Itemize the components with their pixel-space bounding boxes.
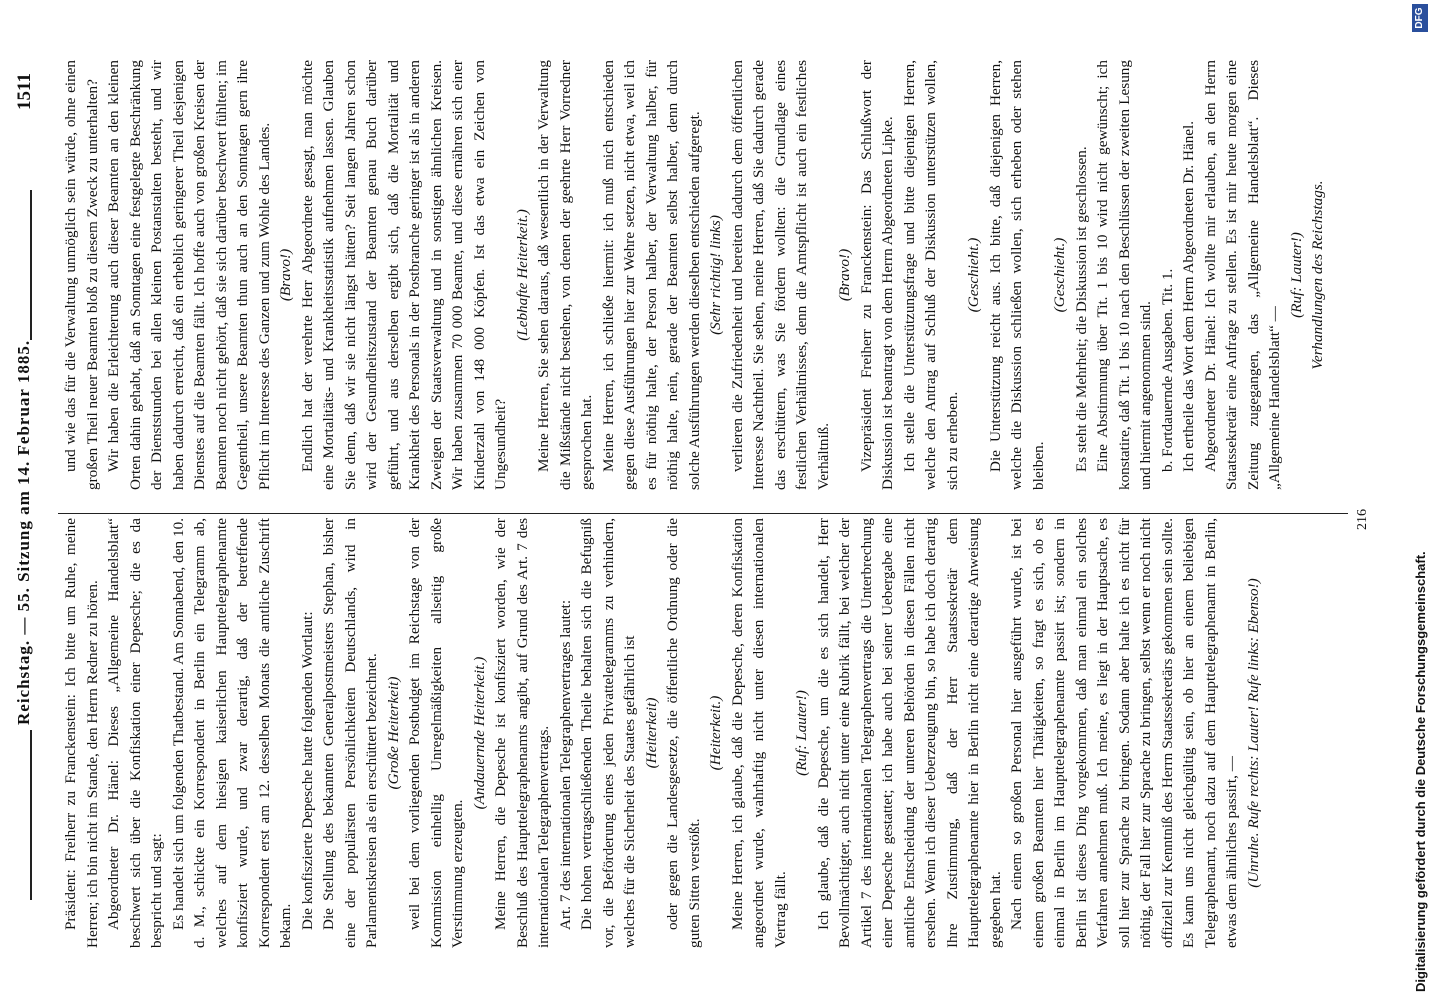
paragraph: Ich glaube, daß die Depesche, um die es sich handelt, Herr Bevollmächtigter, auch nicht unter eine Rubrik fällt, bei welcher der Artikel 7 des internationalen Telegraphenvertrags die Unterbrechung einer Depesche gestattet; ich habe auch bei seiner Uebergabe eine amtliche Entscheidung der unteren Behörden in diesen Fällen nicht ersehen. Wenn ich dieser Ueberzeugung bin, so habe ich doch derartig Ihre Zustimmung, daß der Herr Staatssekretär dem Haupttelegraphenamte hier in Berlin nicht eine derartige Anweisung gegeben hat. <box>814 518 1004 948</box>
paragraph: Nach einem so großen Personal hier ausgeführt wurde, ist bei einem großen Beamten hier Thätigkeiten, so fragt es sich, ob es einmal in Berlin im Haupttelegraphenamte passirt ist; sondern in Berlin ist dieses Ding vorgekommen, daß man einmal ein solches Verfahren annehmen muß. Ich meine, es liegt in der Hauptsache, es soll hier zur Sprache zu bringen. Sodann aber halte ich es nicht für nöthig, der Fall hier zur Sprache zu bringen, selbst wenn er noch nicht offiziell zur Kenntniß des Herrn Staatssekretärs gekommen sein sollte. Es kann uns nicht gleichgültig sein, ob hier an einem beliebigen Telegraphenamt, noch dazu auf dem Haupttelegraphenamt in Berlin, etwas dem ähnliches passirt, — <box>1008 518 1240 948</box>
page-signature-mark: 216 <box>1355 509 1370 530</box>
dfg-logo: DFG <box>1412 4 1428 32</box>
interjection: (Ruf: Lauter!) <box>793 690 810 776</box>
digitization-credit <box>1410 0 1432 1000</box>
right-text-column <box>60 60 1340 490</box>
paragraph: Meine Herren, ich schließe hiermit: ich muß mich entschieden gegen diese Ausführungen hier zur Wehre setzen, nicht etwa, weil ich es für nöthig halte, der Person halber, der Verwaltung halber, für nöthig halte, nein, gerade der Beamten selbst halber, denn durch solche Ausführungen werden dieselben entschieden aufgeregt. <box>599 60 703 490</box>
left-text-column <box>60 518 1340 948</box>
paragraph: Endlich hat der verehrte Herr Abgeordnete gesagt, man möchte eine Mortalitäts- und Krankheitsstatistik aufnehmen lassen. Glauben Sie denn, daß wir sie nicht längst hätten? Seit langen Jahren schon wird der Gesundheitszustand der Beamten genau Buch darüber geführt, und aus derselben ergibt sich, daß die Mortalität und Krankheit des Personals in der Postbranche geringer ist als in anderen Zweigen der Staatsverwaltung und in sonstigen ähnlichen Kreisen. Wir haben zusammen 70 000 Beamte, und diese ernähren sich einer Kinderzahl von 148 000 Köpfen. Ist das etwa ein Zeichen von Ungesundheit? <box>298 60 509 490</box>
paragraph: Abgeordneter Dr. Hänel: Ich wollte mir erlauben, an den Herrn Staatssekretär eine Anfrage zu stellen. Es ist mir heute morgen eine Zeitung zugegangen, das „Allgemeine Handelsblatt“. Dieses „Allgemeine Handelsblatt“ — <box>1201 60 1283 490</box>
interjection: (Lebhafte Heiterkeit.) <box>513 209 531 341</box>
paragraph: Ich ertheile das Wort dem Herrn Abgeordneten Dr. Hänel. <box>1180 120 1197 472</box>
paragraph: verlieren die Zufriedenheit und bereiten dadurch dem öffentlichen Interesse Nachtheil. Sie sehen, meine Herren, daß Sie dadurch gerade das erschüttern, was Sie fördern wollten: die Grundlage eines festlichen Verhältnisses, denn die Amtspflicht ist auch ein festliches Verhältniß. <box>728 60 832 490</box>
column-divider <box>58 513 1348 514</box>
header-page-number: 1511 <box>14 73 35 110</box>
header-title: Reichstag. — 55. Sitzung am 14. Februar 1885. <box>14 339 33 725</box>
paragraph: weil bei dem vorliegenden Postbudget im Reichstage von der Kommission einhellig Unregelmäßigkeiten allseitig große Verstimmung erzeugten. <box>406 518 466 948</box>
paragraph: oder gegen die Landesgesetze, die öffentliche Ordnung oder die guten Sitten verstößt. <box>664 518 703 948</box>
interjection: (Unruhe. Rufe rechts: Lauter! Rufe links: Ebenso!) <box>1244 578 1262 888</box>
interjection: (Geschieht.) <box>965 237 982 313</box>
interjection: (Bravo!) <box>836 248 853 302</box>
paragraph: und wie das für die Verwaltung unmöglich sein würde, ohne einen großen Theil neuer Beamten bloß zu diesem Zweck zu unterhalten? <box>62 60 101 490</box>
interjection: (Bravo!) <box>277 248 294 302</box>
interjection: (Geschieht.) <box>1051 237 1068 313</box>
paragraph: Es steht die Mehrheit; die Diskussion ist geschlossen. <box>1072 146 1090 472</box>
paragraph: Wir haben die Erleichterung auch dieser Beamten an den kleinen Orten dahin gehabt, daß an Sonntagen eine festgelegte Beschränkung der Dienststunden bei allen kleinen Postanstalten besteht, und wir haben dadurch erreicht, daß ein erheblich geringerer Theil desjenigen Dienstes auf die Beamten fällt. Ich hoffe auch von großen Kreisen der Beamten noch nicht gehört, daß sie sich darüber beschwert fühlten; im Gegentheil, unsere Beamten thun auch an den Sonntagen gern ihre Pflicht im Interesse des Ganzen und zum Wohle des Landes. <box>105 60 273 490</box>
header-rule-right <box>30 190 32 340</box>
interjection: (Heiterkeit.) <box>707 695 724 771</box>
paragraph: Vizepräsident Freiherr zu Franckenstein: Das Schlußwort der Diskussion ist beantragt von dem Herrn Abgeordneten Lipke. <box>857 60 896 490</box>
interjection: (Große Heiterkeit) <box>384 676 402 790</box>
paragraph: Es handelt sich um folgenden Thatbestand. Am Sonnabend, den 10. d. M., schickte ein Korrespondent in Berlin ein Telegramm ab, welches auf dem hiesigen kaiserlichen Haupttelegraphenamte konfisziert wurde, und zwar derartig, daß der betreffende Korrespondent erst am 12. desselben Monats die amtliche Zuschrift bekam. <box>169 518 294 948</box>
paragraph: Eine Abstimmung über Tit. 1 bis 10 wird nicht gewünscht; ich konstatire, daß Tit. 1 bis 10 nach den Beschlüssen der zweiten Lesung und hiermit angenommen sind. <box>1094 60 1154 490</box>
paragraph: Ich stelle die Unterstützungsfrage und bitte diejenigen Herren, welche den Antrag auf Schluß der Diskussion unterstützen wollen, sich zu erheben. <box>900 60 961 490</box>
paragraph: Meine Herren, ich glaube, daß die Depesche, deren Konfiskation angeordnet wurde, wahrhaftig nicht unter diesen internationalen Vertrag fällt. <box>728 518 789 948</box>
interjection: (Ruf: Lauter!) <box>1287 232 1305 318</box>
interjection: Verhandlungen des Reichstags. <box>1309 180 1326 370</box>
paragraph: Art. 7 des internationalen Telegraphenvertrages lautet: <box>556 599 574 930</box>
page-header <box>8 60 48 940</box>
interjection: (Andauernde Heiterkeit.) <box>470 656 488 810</box>
paragraph: Die Unterstützung reicht aus. Ich bitte, daß diejenigen Herren, welche die Diskussion schließen wollen, sich erheben oder stehen bleiben. <box>986 60 1047 490</box>
paragraph: Die konfiszierte Depesche hatte folgenden Wortlaut: <box>298 611 316 930</box>
paragraph: Meine Herren, die Depesche ist konfisziert worden, wie der Beschluß des Haupttelegraphenamts angibt, auf Grund des Art. 7 des internationalen Telegraphenvertrags. <box>492 518 552 948</box>
paragraph: Präsident: Freiherr zu Franckenstein: Ich bitte um Ruhe, meine Herren; ich bin nicht im Stande, den Herrn Redner zu hören. <box>62 518 101 948</box>
credit-text: Digitalisierung gefördert durch die Deutsche Forschungsgemeinschaft. <box>1413 551 1428 992</box>
paragraph: b. Fortdauernde Ausgaben. Tit. 1. <box>1158 268 1176 472</box>
paragraph: Die hohen vertragschließenden Theile behalten sich die Befugniß vor, die Beförderung eines jeden Privattelegramms zu verhindern, welches für die Sicherheit des Staates gefährlich ist <box>578 518 638 948</box>
header-rule-left <box>30 730 32 900</box>
paragraph: Die Stellung des bekannten Generalpostmeisters Stephan, bisher eine der populärsten Persönlichkeiten Deutschlands, wird in Parlamentskreisen als ein erschüttert bezeichnet. <box>320 518 380 948</box>
paragraph: Abgeordneter Dr. Hänel: Dieses „Allgemeine Handelsblatt“ beschwert sich über die Konfiskation einer Depesche; die es da bespricht und sagt: <box>105 518 165 948</box>
interjection: (Heiterkeit) <box>642 697 660 769</box>
paragraph: Meine Herren, Sie sehen daraus, daß wesentlich in der Verwaltung die Mißstände nicht bestehen, von denen der geehrte Herr Vorredner gesprochen hat. <box>535 60 595 490</box>
interjection: (Sehr richtig! links) <box>707 215 724 335</box>
